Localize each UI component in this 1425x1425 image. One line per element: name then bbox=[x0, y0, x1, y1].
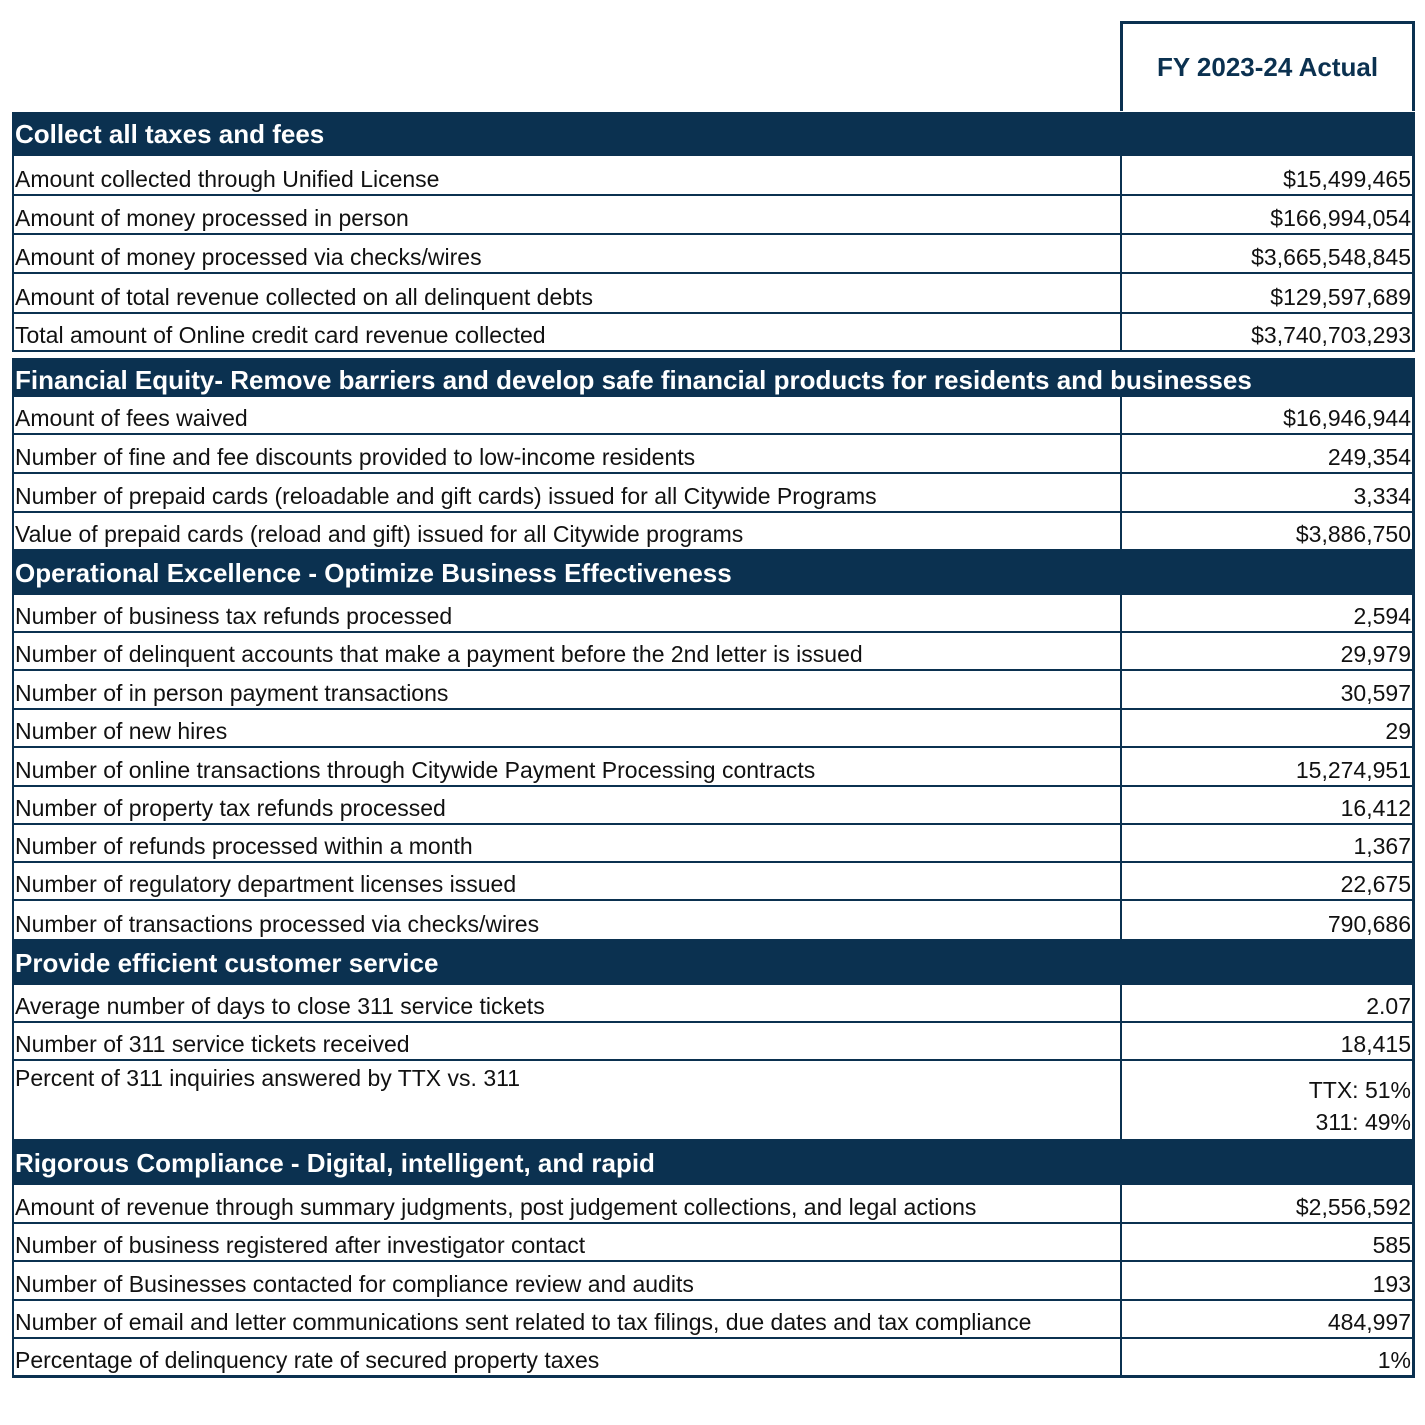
table-row bbox=[12, 595, 1415, 633]
section-header bbox=[12, 551, 1415, 595]
section-title: Rigorous Compliance - Digital, intelligent, and rapid bbox=[15, 1147, 655, 1178]
measure-value bbox=[1122, 1061, 1412, 1139]
measure-label: Total amount of Online credit card revenue collected bbox=[14, 314, 1122, 350]
measure-label: Amount of total revenue collected on all delinquent debts bbox=[14, 274, 1122, 312]
table-row bbox=[12, 314, 1415, 352]
table-row bbox=[12, 274, 1415, 314]
measure-value: 15,274,951 bbox=[1295, 757, 1411, 783]
table-row bbox=[12, 748, 1415, 787]
table-row bbox=[12, 435, 1415, 474]
section-title: Provide efficient customer service bbox=[15, 947, 439, 978]
measure-label: Number of online transactions through Citywide Payment Processing contracts bbox=[14, 748, 1122, 785]
table-row bbox=[12, 196, 1415, 235]
section-header bbox=[12, 112, 1415, 156]
table-row bbox=[12, 671, 1415, 710]
table-row bbox=[12, 1023, 1415, 1061]
section-title: Financial Equity- Remove barriers and develop safe financial products for residents and businesses bbox=[15, 364, 1252, 395]
column-header-fy-2023-24-actual: FY 2023-24 Actual bbox=[1120, 21, 1415, 111]
table-row bbox=[12, 156, 1415, 196]
measure-value: 484,997 bbox=[1327, 1309, 1411, 1335]
table-row bbox=[12, 985, 1415, 1023]
section-title: Collect all taxes and fees bbox=[15, 118, 325, 149]
measure-label: Amount of money processed via checks/wires bbox=[14, 235, 1122, 272]
measure-value: $166,994,054 bbox=[1270, 205, 1411, 231]
measure-value: 30,597 bbox=[1340, 680, 1411, 706]
measure-label: Number of transactions processed via checks/wires bbox=[14, 901, 1122, 939]
measure-label: Percent of 311 inquiries answered by TTX vs. 311 bbox=[14, 1061, 1122, 1139]
measure-label: Number of fine and fee discounts provided to low-income residents bbox=[14, 435, 1122, 472]
measure-value: 790,686 bbox=[1327, 911, 1411, 937]
measure-label: Amount of money processed in person bbox=[14, 196, 1122, 233]
measure-value: 2.07 bbox=[1366, 993, 1411, 1019]
measure-value: 16,412 bbox=[1340, 795, 1411, 821]
measure-value: 3,334 bbox=[1353, 483, 1411, 509]
measure-value: $129,597,689 bbox=[1270, 284, 1411, 310]
table-row bbox=[12, 397, 1415, 435]
measure-value: $3,886,750 bbox=[1295, 521, 1411, 547]
table-row bbox=[12, 513, 1415, 551]
measure-value: 2,594 bbox=[1353, 603, 1411, 629]
measure-value: $15,499,465 bbox=[1283, 166, 1411, 192]
section-title: Operational Excellence - Optimize Business Effectiveness bbox=[15, 557, 732, 588]
measure-label: Number of property tax refunds processed bbox=[14, 787, 1122, 823]
measure-label: Amount of fees waived bbox=[14, 397, 1122, 433]
measure-label: Number of regulatory department licenses issued bbox=[14, 863, 1122, 899]
measure-value: 29 bbox=[1385, 718, 1411, 744]
table-row bbox=[12, 863, 1415, 901]
measure-value: 585 bbox=[1372, 1232, 1411, 1258]
measure-label: Number of 311 service tickets received bbox=[14, 1023, 1122, 1059]
table-row bbox=[12, 1061, 1415, 1141]
table-row bbox=[12, 1262, 1415, 1301]
measure-label: Number of refunds processed within a month bbox=[14, 825, 1122, 861]
table-row bbox=[12, 474, 1415, 513]
section-header bbox=[12, 1141, 1415, 1185]
table-row bbox=[12, 1301, 1415, 1339]
section-header bbox=[12, 358, 1415, 402]
measure-value: 1,367 bbox=[1353, 833, 1411, 859]
measure-value: 29,979 bbox=[1340, 641, 1411, 667]
measure-value: $2,556,592 bbox=[1295, 1194, 1411, 1220]
measure-value: $3,665,548,845 bbox=[1251, 244, 1411, 270]
measure-label: Number of email and letter communications sent related to tax filings, due dates and tax compliance bbox=[14, 1301, 1122, 1337]
table-row bbox=[12, 1339, 1415, 1377]
measure-value: 1% bbox=[1377, 1347, 1411, 1373]
measure-value: 22,675 bbox=[1340, 871, 1411, 897]
table-row bbox=[12, 901, 1415, 941]
measure-label: Number of delinquent accounts that make a payment before the 2nd letter is issued bbox=[14, 633, 1122, 669]
measure-value: 18,415 bbox=[1340, 1031, 1411, 1057]
measure-label: Average number of days to close 311 service tickets bbox=[14, 985, 1122, 1021]
measure-label: Value of prepaid cards (reload and gift) issued for all Citywide programs bbox=[14, 513, 1122, 549]
measure-label: Number of Businesses contacted for compliance review and audits bbox=[14, 1262, 1122, 1299]
measure-label: Number of business registered after investigator contact bbox=[14, 1224, 1122, 1260]
table-row bbox=[12, 825, 1415, 863]
measure-value: $16,946,944 bbox=[1283, 405, 1411, 431]
measure-label: Amount collected through Unified License bbox=[14, 156, 1122, 194]
table-row bbox=[12, 1224, 1415, 1262]
measure-value: $3,740,703,293 bbox=[1251, 322, 1411, 348]
table-row bbox=[12, 1185, 1415, 1224]
measure-label: Number of business tax refunds processed bbox=[14, 595, 1122, 631]
measure-value: 249,354 bbox=[1327, 444, 1411, 470]
table-row bbox=[12, 633, 1415, 671]
measure-label: Number of in person payment transactions bbox=[14, 671, 1122, 708]
table-bottom-border bbox=[12, 1375, 1415, 1378]
measure-label: Number of prepaid cards (reloadable and gift cards) issued for all Citywide Programs bbox=[14, 474, 1122, 511]
measure-value-line: TTX: 51% bbox=[1308, 1077, 1411, 1103]
measure-label: Number of new hires bbox=[14, 710, 1122, 746]
measure-value: 193 bbox=[1372, 1271, 1411, 1297]
table-row bbox=[12, 235, 1415, 274]
table-row bbox=[12, 710, 1415, 748]
measure-value-line: 311: 49% bbox=[1315, 1109, 1411, 1135]
table-row bbox=[12, 787, 1415, 825]
section-header bbox=[12, 941, 1415, 985]
measure-label: Amount of revenue through summary judgments, post judgement collections, and legal actions bbox=[14, 1185, 1122, 1222]
measure-label: Percentage of delinquency rate of secured property taxes bbox=[14, 1339, 1122, 1375]
